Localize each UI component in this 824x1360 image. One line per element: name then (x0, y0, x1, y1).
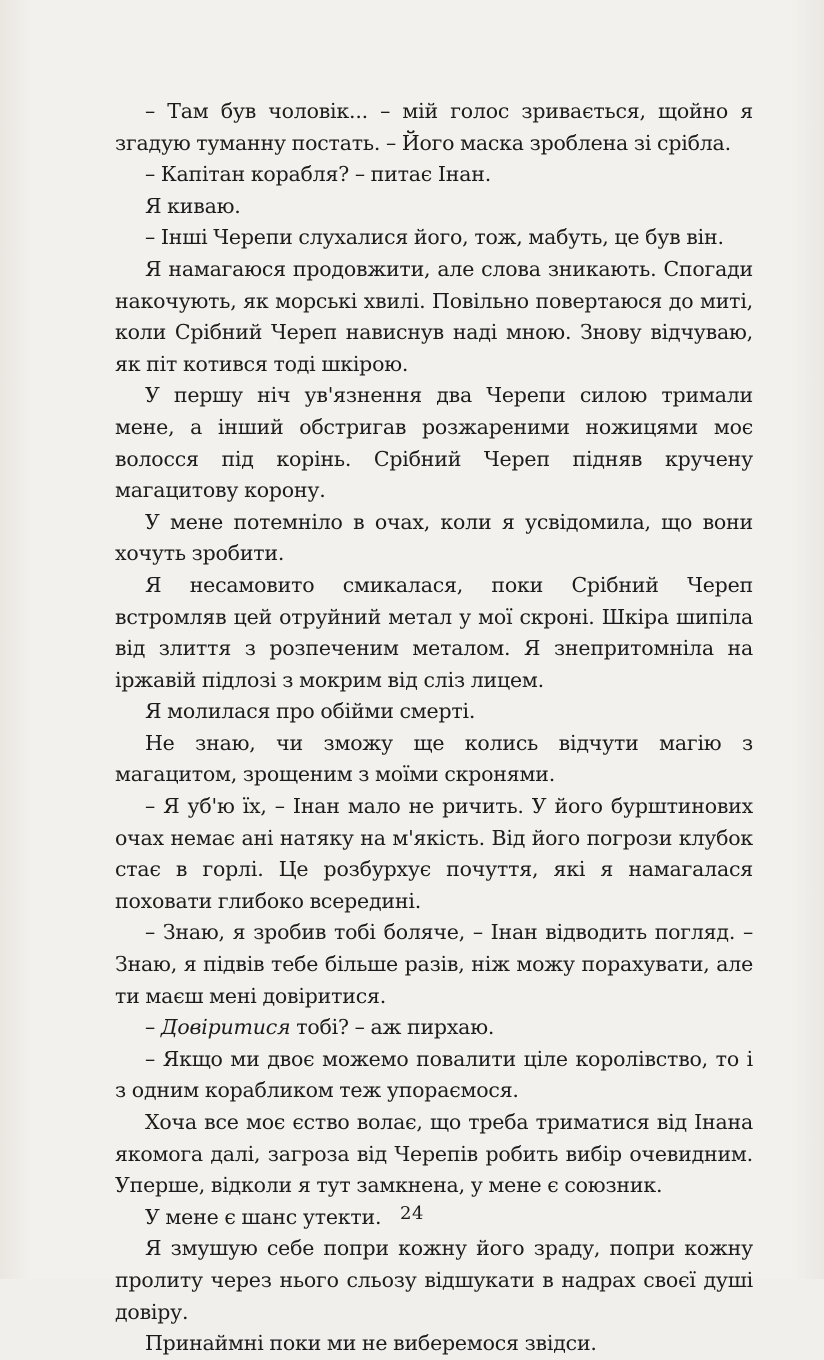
body-text (115, 96, 753, 1360)
paragraph: – Якщо ми двоє можемо повалити ціле королівство, то і з одним корабликом теж упораємося. (115, 1046, 753, 1103)
paragraph: – Інші Черепи слухалися його, тож, мабуть, це був він. (145, 225, 724, 250)
paragraph: Не знаю, чи зможу ще колись відчути магію з магацитом, зрощеним з моїми скронями. (115, 730, 753, 787)
paragraph: – Я уб'ю їх, – Інан мало не ричить. У його бурштинових очах немає ані натяку на м'якість. Від його погрози клубок стає в горлі. Це розбурхує почуття, які я намагалася поховати глибоко всередині. (115, 794, 753, 913)
italic-word: Довіритися (160, 1015, 291, 1040)
paragraph-rest: тобі? – аж пирхаю. (290, 1015, 495, 1040)
paragraph-lead: – (145, 1015, 161, 1040)
paragraph: Я несамовито смикалася, поки Срібний Череп встромляв цей отруйний метал у мої скроні. Шкіра шипіла від злиття з розпеченим металом. Я знепритомніла на іржавій підлозі з мокрим від сліз лицем. (115, 572, 753, 692)
paragraph: – Капітан корабля? – питає Інан. (145, 162, 492, 187)
paragraph-with-italic (115, 1012, 753, 1044)
paragraph: У мене потемніло в очах, коли я усвідомила, що вони хочуть зробити. (115, 509, 753, 566)
paragraph: Я молилася про обійми смерті. (145, 699, 476, 724)
paragraph: Я киваю. (145, 193, 241, 218)
page-number: 24 (400, 1203, 424, 1224)
paragraph: Я намагаюся продовжити, але слова зникають. Спогади накочують, як морські хвилі. Повільно повертаюся до миті, коли Срібний Череп нависнув наді мною. Знову відчуваю, як піт котився тоді шкірою. (115, 256, 753, 376)
paragraph: У мене є шанс утекти. (145, 1204, 382, 1229)
paragraph: Принаймні поки ми не виберемося звідси. (145, 1331, 597, 1356)
paragraph: Хоча все моє єство волає, що треба триматися від Інана якомога далі, загроза від Черепів робить вибір очевидним. Уперше, відколи я тут замкнена, у мене є союзник. (115, 1110, 753, 1198)
paragraph: – Знаю, я зробив тобі боляче, – Інан відводить погляд. – Знаю, я підвів тебе більше разів, ніж можу порахувати, але ти маєш мені довіритися. (115, 920, 753, 1008)
paragraph: У першу ніч ув'язнення два Черепи силою тримали мене, а інший обстригав розжареними ножицями моє волосся під корінь. Срібний Череп підняв кручену магацитову корону. (115, 383, 753, 503)
paragraph: Я змушую себе попри кожну його зраду, попри кожну пролиту через нього сльозу відшукати в надрах своєї душі довіру. (115, 1236, 753, 1324)
paragraph: – Там був чоловік... – мій голос зривається, щойно я згадую туманну постать. – Його маска зроблена зі срібла. (115, 99, 753, 155)
